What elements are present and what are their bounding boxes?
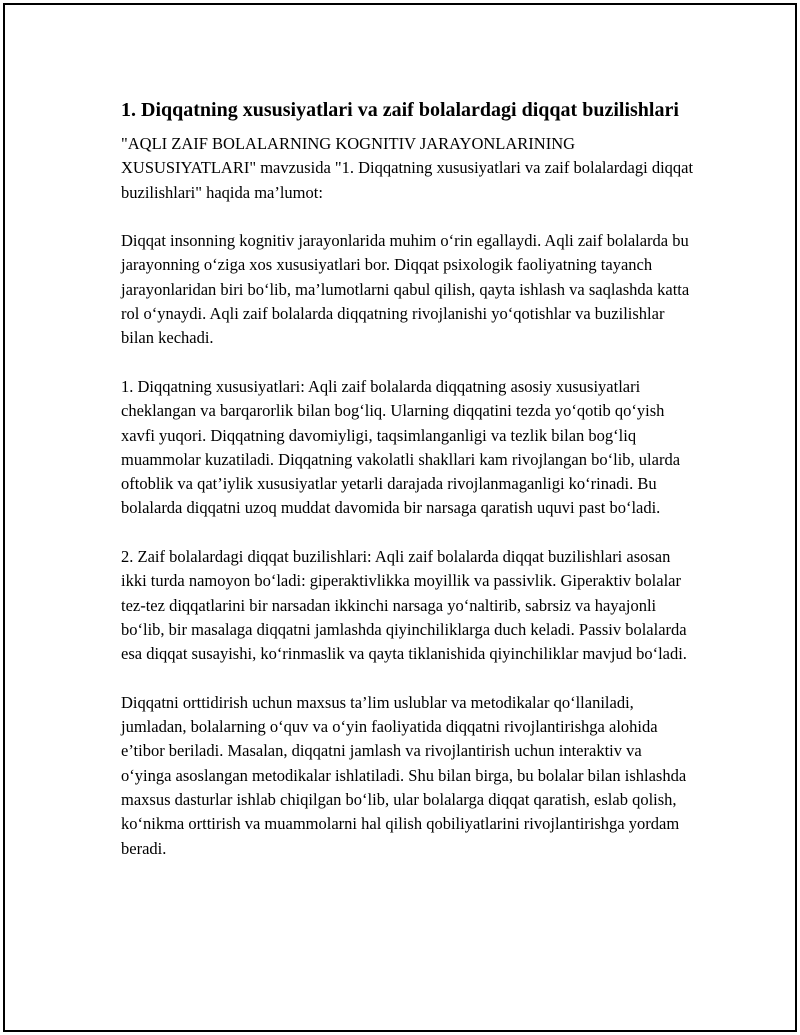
document-title: 1. Diqqatning xususiyatlari va zaif bolalardagi diqqat buzilishlari: [121, 99, 679, 121]
paragraph-methods: Diqqatni orttidirish uchun maxsus ta’lim uslublar va metodikalar qo‘llaniladi, jumladan, bolalarning o‘quv va o‘yin faoliyatida diqqatni rivojlantirishga alohida e’tibor beriladi. Masalan, diqqatni jamlash va rivojlantirish uchun interaktiv va o‘yinga asoslangan metodikalar ishlatiladi. Shu bilan birga, bu bolalar bilan ishlashda maxsus dasturlar ishlab chiqilgan bo‘lib, ular bolalarga diqqat qaratish, eslab qolish, ko‘nikma orttirish va muammolarni hal qilish qobiliyatlarini rivojlantirishga yordam beradi.: [121, 692, 687, 858]
page-frame: [3, 3, 797, 1032]
paragraph-overview: Diqqat insonning kognitiv jarayonlarida muhim o‘rin egallaydi. Aqli zaif bolalarda bu jarayonning o‘ziga xos xususiyatlari bor. Diqqat psixologik faoliyatning tayanch jarayonlaridan biri bo‘lib, ma’lumotlarni qabul qilish, qayta ishlash va saqlashda katta rol o‘ynaydi. Aqli zaif bolalarda diqqatning rivojlanishi yo‘qotishlar va buzilishlar bilan kechadi.: [121, 231, 690, 348]
paragraph-attention-properties: 1. Diqqatning xususiyatlari: Aqli zaif bolalarda diqqatning asosiy xususiyatlari cheklangan va barqarorlik bilan bog‘liq. Ularning diqqatini tezda yo‘qotib qo‘yish xavfi yuqori. Diqqatning davomiyligi, taqsimlanganligi va tezlik bilan bog‘liq muammolar kuzatiladi. Diqqatning vakolatli shakllari kam rivojlangan bo‘lib, ularda oftoblik va qat’iylik xususiyatlar yetarli darajada rivojlanmaganligi ko‘rinadi. Bu bolalarda diqqatni uzoq muddat davomida bir narsaga qaratish uquvi past bo‘ladi.: [121, 376, 681, 518]
paragraph-intro: "AQLI ZAIF BOLALARNING KOGNITIV JARAYONLARINING XUSUSIYATLARI" mavzusida "1. Diqqatning xususiyatlari va zaif bolalardagi diqqat buzilishlari" haqida ma’lumot:: [121, 134, 694, 202]
paragraph-attention-disorders: 2. Zaif bolalardagi diqqat buzilishlari: Aqli zaif bolalarda diqqat buzilishlari asosan ikki turda namoyon bo‘ladi: giperaktivlikka moyillik va passivlik. Giperaktiv bolalar tez-tez diqqatlarini bir narsadan ikkinchi narsaga yo‘naltirib, sabrsiz va hayajonli bo‘lib, bir masalaga diqqatni jamlashda qiyinchiliklarga duch keladi. Passiv bolalarda esa diqqat susayishi, ko‘rinmaslik va qayta tiklanishida qiyinchiliklar mavjud bo‘ladi.: [121, 547, 687, 664]
document-body: [121, 97, 696, 861]
